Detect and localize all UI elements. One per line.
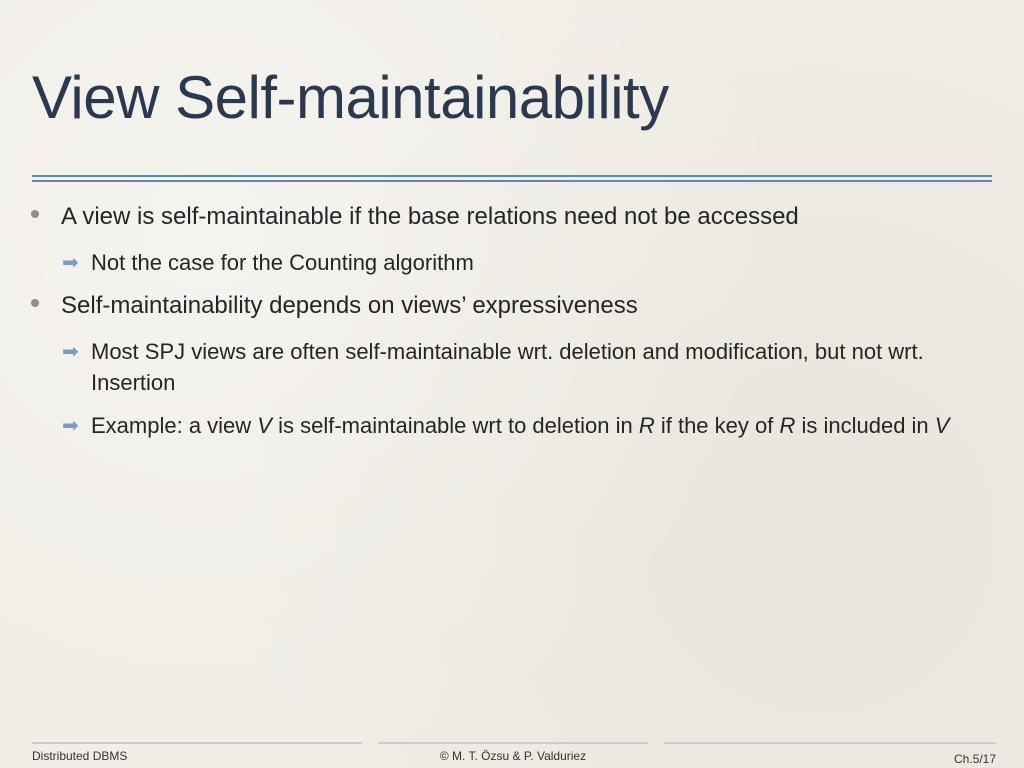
bullet-2-subitem-2 bbox=[91, 410, 1001, 441]
bullet-2-text: Self-maintainability depends on views’ expressiveness bbox=[61, 292, 638, 319]
var-r: R bbox=[638, 413, 655, 438]
var-v: V bbox=[257, 413, 272, 438]
text-part: is self-maintainable wrt to deletion in bbox=[271, 413, 639, 438]
arrow-bullet-icon: ➡ bbox=[62, 252, 79, 274]
title-underline-top bbox=[32, 175, 992, 177]
footer-course: Distributed DBMS bbox=[32, 742, 362, 768]
var-r: R bbox=[779, 413, 796, 438]
bullet-1-subitem-1: Not the case for the Counting algorithm bbox=[91, 250, 474, 275]
title-underline-bottom bbox=[32, 180, 992, 182]
text-part: Example: a view bbox=[91, 413, 258, 438]
var-v: V bbox=[934, 413, 950, 438]
footer-copyright: © M. T. Özsu & P. Valduriez bbox=[378, 742, 648, 768]
bullet-dot bbox=[31, 210, 39, 218]
text-part: if the key of bbox=[654, 413, 780, 438]
slide-title: View Self-maintainability bbox=[32, 64, 669, 131]
arrow-bullet-icon: ➡ bbox=[62, 415, 79, 437]
arrow-bullet-icon: ➡ bbox=[62, 341, 79, 363]
bullet-dot bbox=[31, 299, 39, 307]
bullet-2-subitem-1: Most SPJ views are often self-maintainable wrt. deletion and modification, but not wrt. Insertion bbox=[91, 339, 924, 395]
bullet-1-text: A view is self-maintainable if the base relations need not be accessed bbox=[61, 203, 799, 230]
footer-page-number: Ch.5/17 bbox=[664, 742, 996, 768]
text-part: is included in bbox=[795, 413, 935, 438]
